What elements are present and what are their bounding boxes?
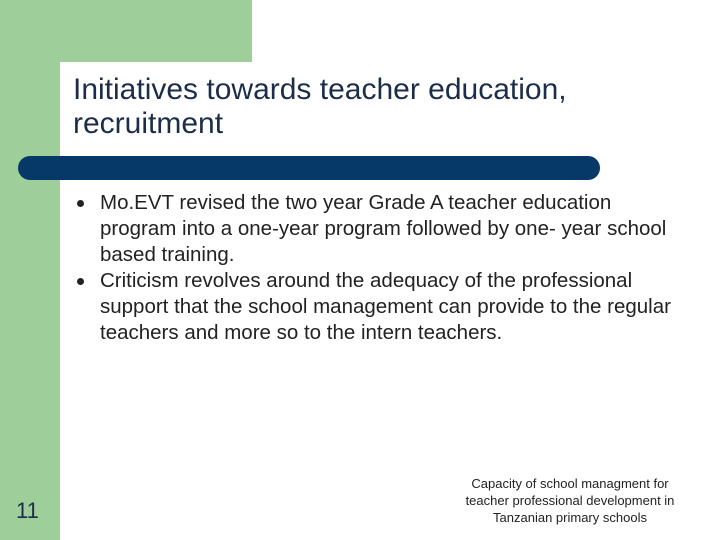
footer-caption: Capacity of school managment for teacher professional development in Tanzanian primary schools	[465, 476, 675, 525]
bullet-icon	[77, 200, 84, 207]
title-divider	[18, 156, 600, 180]
bullet-item	[74, 190, 674, 268]
bullet-icon	[77, 278, 84, 285]
slide-number: 11	[16, 498, 39, 523]
bullet-text: Mo.EVT revised the two year Grade A teacher education program into a one-year program followed by one- year school based training.	[100, 191, 667, 266]
slide-title: Initiatives towards teacher education, recruitment	[73, 73, 567, 140]
bullet-text: Criticism revolves around the adequacy of the professional support that the school management can provide to the regular teachers and more so to the intern teachers.	[100, 269, 671, 344]
left-accent-bar	[0, 0, 60, 540]
top-accent-block	[0, 0, 252, 62]
bullet-item	[74, 268, 674, 346]
bullet-list	[74, 190, 674, 346]
